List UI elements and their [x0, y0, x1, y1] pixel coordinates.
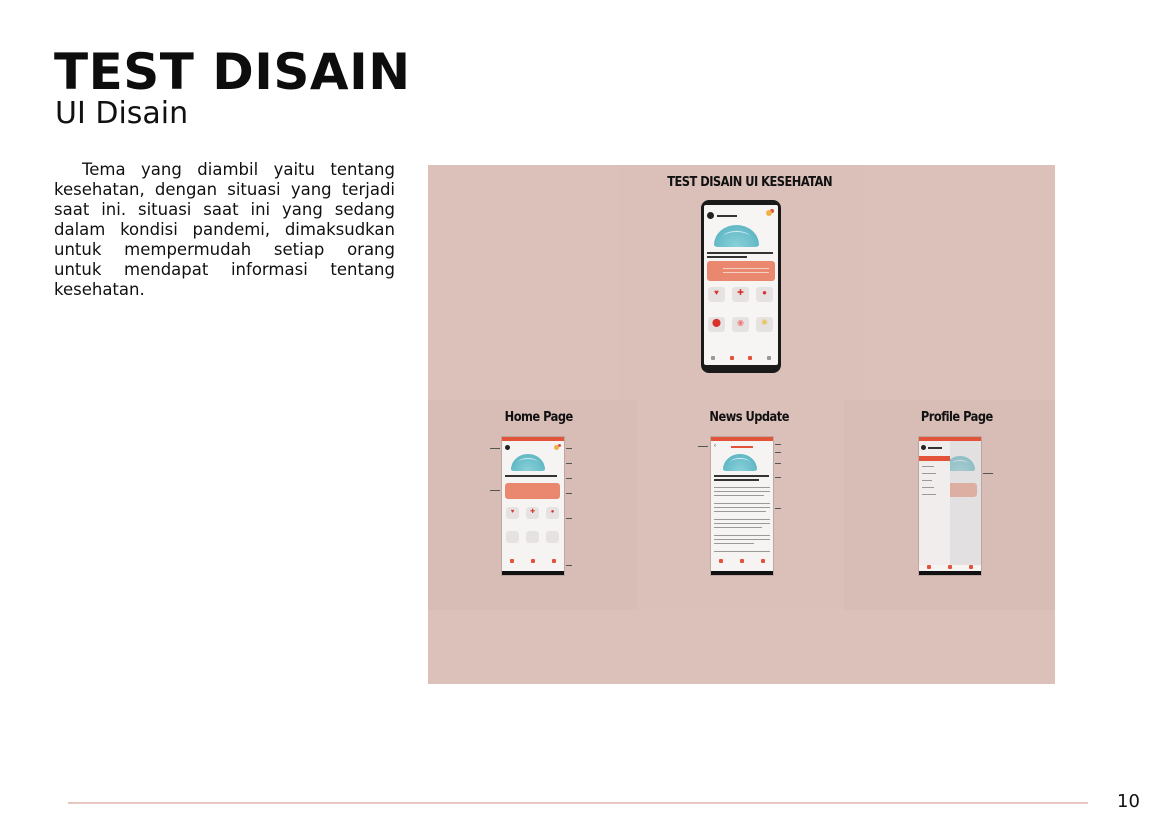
heart-icon: ♥: [510, 508, 515, 515]
bottom-nav: [704, 356, 778, 362]
headline-line-1: [707, 252, 773, 254]
footer-rule: [68, 802, 1088, 804]
nav-c[interactable]: [969, 565, 973, 569]
news-dome: [723, 454, 757, 471]
menu-item[interactable]: [922, 494, 936, 495]
menu-icon[interactable]: [767, 356, 771, 360]
annotation-line: [775, 452, 781, 453]
profile-name-line: [928, 447, 942, 449]
tile-sun[interactable]: [756, 317, 773, 332]
tile-pills[interactable]: [756, 287, 773, 302]
status-bar: [711, 437, 773, 441]
stats-card: [707, 261, 775, 281]
stats-grid-2: [723, 272, 769, 273]
news-headline-2: [714, 479, 759, 481]
description-paragraph: Tema yang diambil yaitu tentang kesehatan, dengan situasi yang terjadi saat ini. situasi saat ini yang sedang dalam kondisi pandemi, dimaksudkan untuk mempermudah setiap orang untuk mendapat informasi tentang kesehatan.: [54, 160, 395, 299]
news-body-line: [714, 503, 770, 504]
annotation-line: [983, 473, 993, 474]
dome-small: [511, 454, 545, 471]
news-headline-1: [714, 475, 769, 477]
news-header-line: [731, 446, 753, 448]
tile-small-1[interactable]: [506, 507, 519, 519]
tile-small-3[interactable]: [546, 507, 559, 519]
pills-icon: ●: [550, 508, 555, 515]
nav-b[interactable]: [740, 559, 744, 563]
profile-page-board: [844, 400, 1055, 610]
menu-item-active[interactable]: [919, 456, 950, 461]
greeting-line: [717, 215, 737, 217]
news-body-line: [714, 495, 764, 496]
profile-avatar: [921, 445, 926, 450]
news-body-line: [714, 487, 770, 488]
annotation-line: [775, 508, 781, 509]
nav-b[interactable]: [531, 559, 535, 563]
nav-c[interactable]: [552, 559, 556, 563]
phone-mockup: [701, 200, 781, 373]
fruit-icon: [766, 210, 772, 216]
nav-c[interactable]: [761, 559, 765, 563]
fire-icon[interactable]: [748, 356, 752, 360]
news-body-line: [714, 527, 762, 528]
tile-small-2[interactable]: [526, 507, 539, 519]
menu-item[interactable]: [922, 480, 932, 481]
back-arrow-icon[interactable]: ‹: [714, 443, 716, 449]
tile-heart[interactable]: [708, 287, 725, 302]
headline-small: [505, 475, 557, 477]
avatar-small: [505, 445, 510, 450]
tile-small-5[interactable]: [526, 531, 539, 543]
nav-a[interactable]: [719, 559, 723, 563]
news-body-line: [714, 491, 770, 492]
news-body-line: [714, 507, 770, 508]
menu-item[interactable]: [922, 487, 934, 488]
main-board-title: TEST DISAIN UI KESEHATAN: [667, 175, 833, 190]
page-subtitle: UI Disain: [55, 96, 189, 131]
bottom-nav-small: [711, 559, 773, 565]
pills-icon: ●: [762, 288, 767, 297]
annotation-line: [775, 444, 781, 445]
news-update-screenshot: [711, 437, 773, 575]
news-body-line: [714, 539, 770, 540]
news-body-line: [714, 523, 770, 524]
annotation-line: [775, 477, 781, 478]
news-body-line: [714, 519, 770, 520]
side-menu-drawer: [919, 441, 950, 565]
sun-icon: ✺: [761, 318, 768, 327]
system-nav-bar: [919, 571, 981, 575]
stats-grid-1: [723, 268, 769, 269]
page-number: 10: [1117, 791, 1140, 812]
heart-nav-icon[interactable]: [730, 356, 734, 360]
news-body-line: [714, 535, 770, 536]
news-body-line: [714, 551, 770, 552]
tile-check[interactable]: [732, 317, 749, 332]
annotation-line: [566, 493, 572, 494]
fruit-small-icon: [554, 445, 559, 450]
annotation-line: [698, 446, 708, 447]
system-nav-bar: [502, 571, 564, 575]
nav-b[interactable]: [948, 565, 952, 569]
profile-page-title: Profile Page: [920, 410, 993, 425]
annotation-line: [490, 490, 500, 491]
tile-location[interactable]: [708, 317, 725, 332]
system-nav-bar: [711, 571, 773, 575]
news-body-line: [714, 543, 754, 544]
page-title: TEST DISAIN: [54, 43, 411, 101]
bottom-nav-small: [502, 559, 564, 565]
drawer-shadow: [950, 441, 981, 565]
news-body-line: [714, 511, 766, 512]
annotation-line: [566, 448, 572, 449]
stats-card-small: [505, 483, 560, 499]
check-icon: ◉: [737, 318, 744, 327]
medical-cross-icon: ✚: [529, 508, 536, 515]
tile-small-6[interactable]: [546, 531, 559, 543]
profile-page-screenshot: [919, 437, 981, 575]
tile-small-4[interactable]: [506, 531, 519, 543]
news-update-title: News Update: [709, 410, 789, 425]
medical-cross-icon: ✚: [737, 288, 744, 297]
phone-screen: [704, 205, 778, 365]
hero-dome-image: [714, 225, 759, 247]
annotation-line: [566, 478, 572, 479]
nav-a[interactable]: [927, 565, 931, 569]
annotation-line: [775, 463, 781, 464]
location-pin-icon: ⬤: [712, 318, 721, 327]
annotation-line: [566, 518, 572, 519]
main-board: [618, 165, 864, 400]
home-page-title: Home Page: [504, 410, 573, 425]
headline-line-2: [707, 256, 747, 258]
news-update-board: [638, 400, 844, 610]
annotation-line: [490, 448, 500, 449]
annotation-line: [566, 463, 572, 464]
avatar: [707, 212, 714, 219]
mockup-panel: [428, 165, 1055, 684]
tile-cross[interactable]: [732, 287, 749, 302]
status-bar: [502, 437, 564, 441]
nav-a[interactable]: [510, 559, 514, 563]
annotation-line: [566, 565, 572, 566]
heart-icon: ♥: [714, 288, 719, 297]
menu-item[interactable]: [922, 466, 934, 467]
home-page-board: [428, 400, 638, 610]
home-page-screenshot: [502, 437, 564, 575]
home-icon[interactable]: [711, 356, 715, 360]
menu-item[interactable]: [922, 473, 936, 474]
